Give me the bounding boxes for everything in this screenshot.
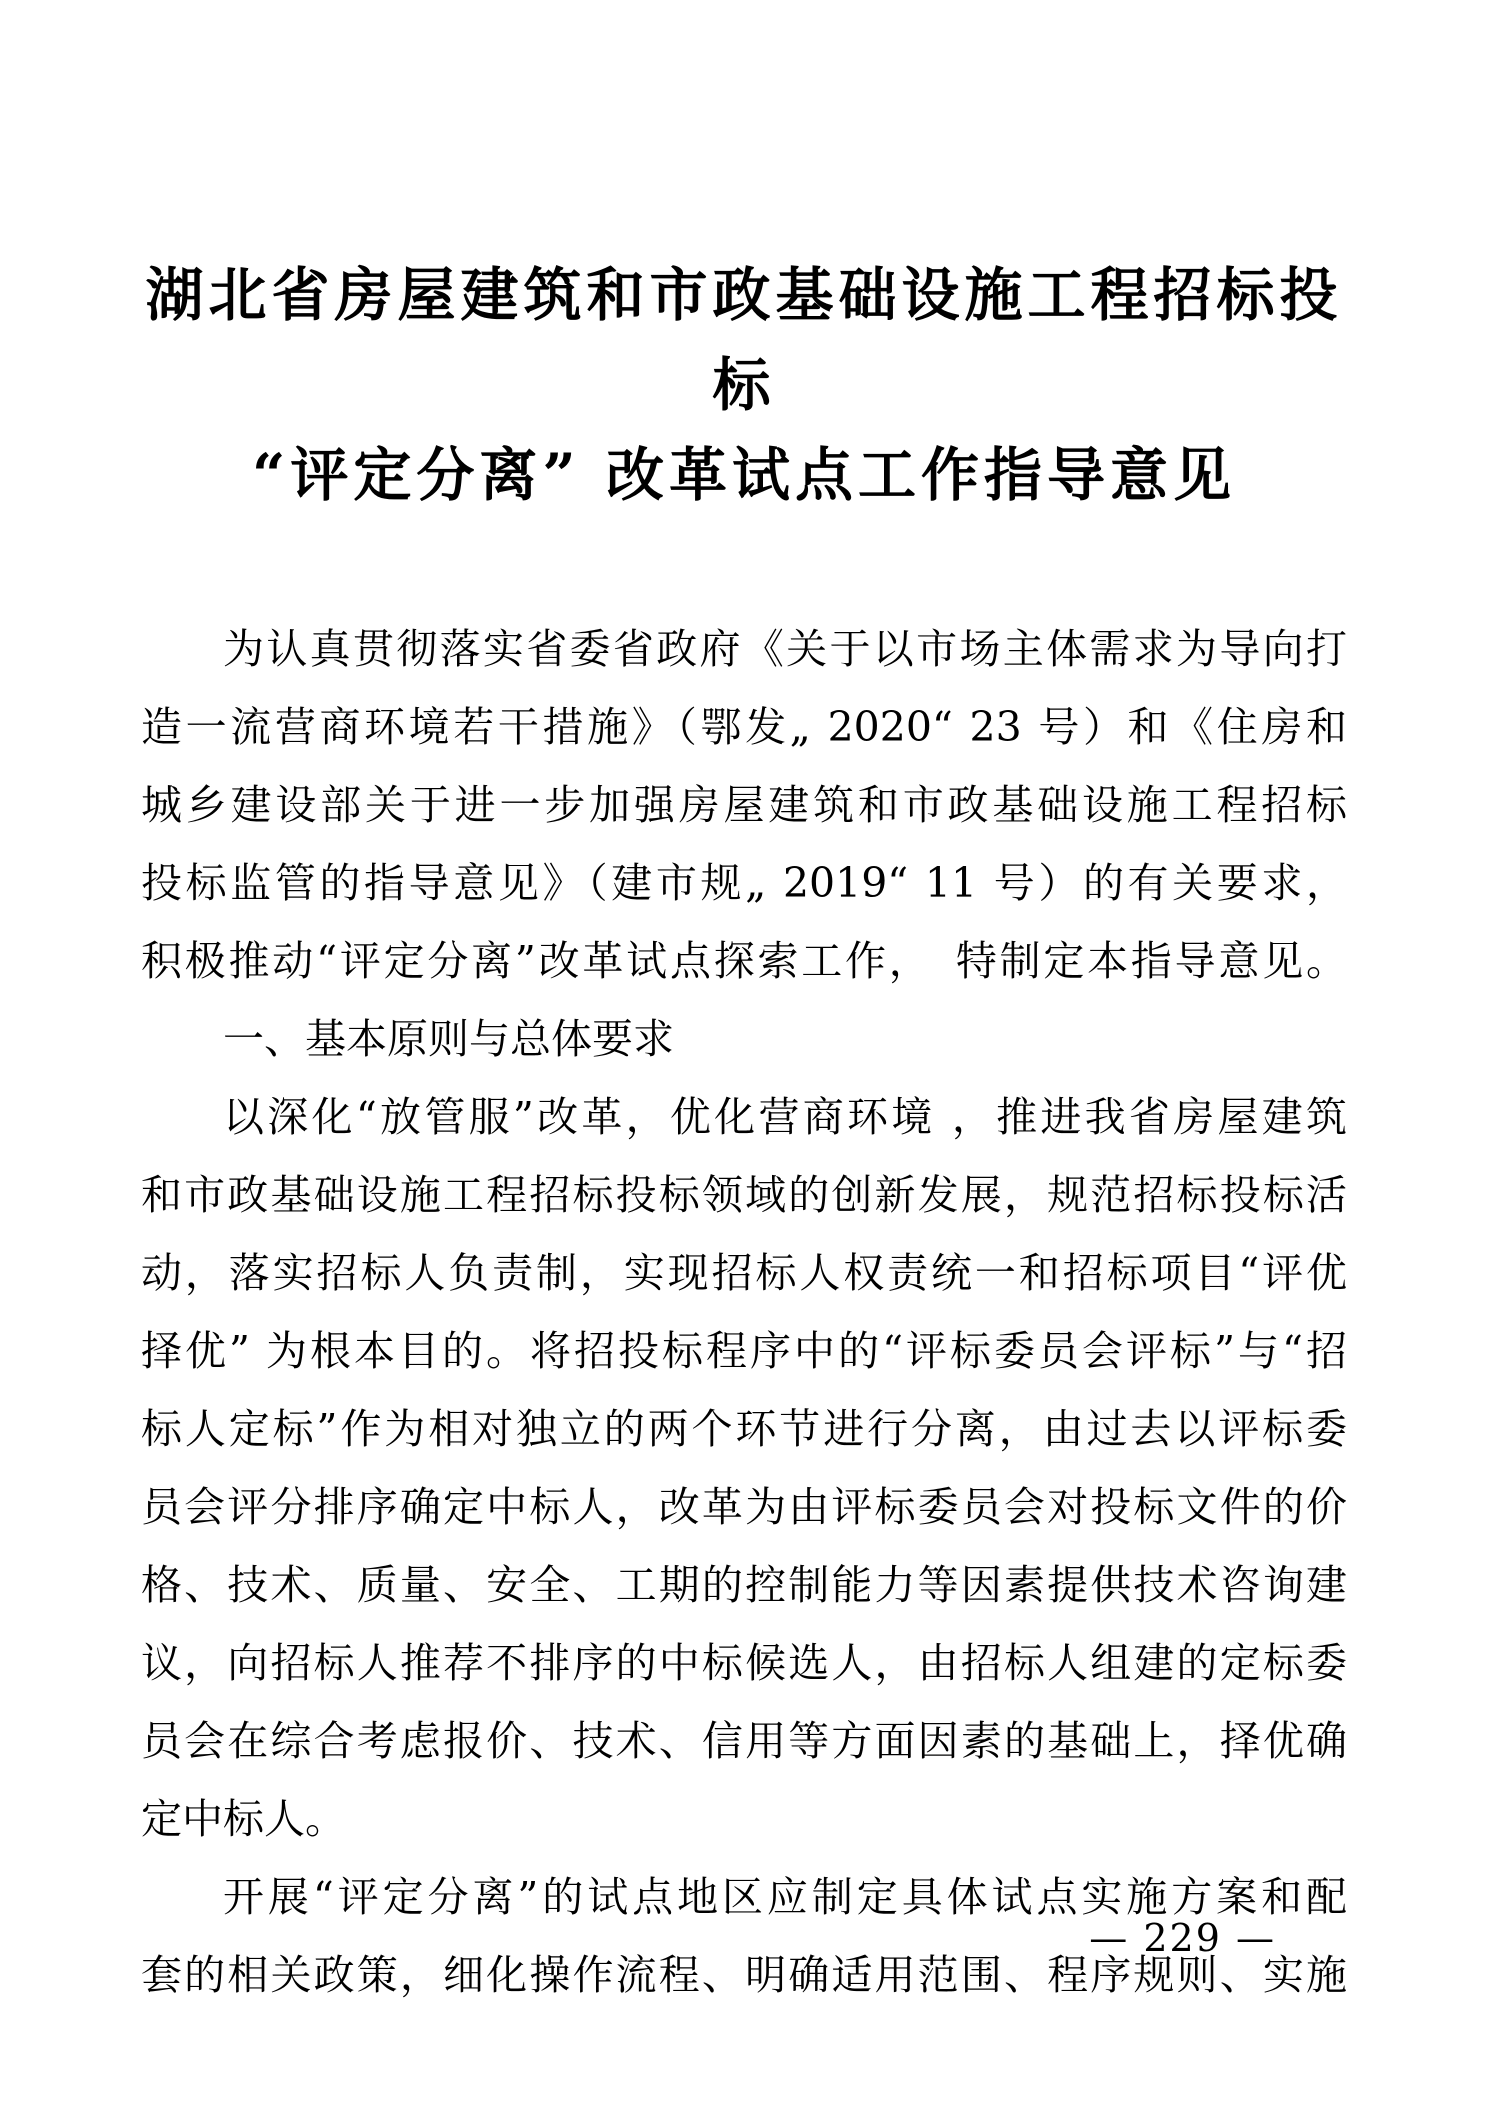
text-line: 积极推动“评定分离”改革试点探索工作， 特制定本指导意见。 <box>141 937 1347 985</box>
text-line: 开展“评定分离”的试点地区应制定具体试点实施方案和配 <box>223 1873 1347 1921</box>
page-number: — 229 — <box>1089 1916 1276 1960</box>
text-line: 城乡建设部关于进一步加强房屋建筑和市政基础设施工程招标 <box>141 781 1347 829</box>
text-line: 套的相关政策，细化操作流程、明确适用范围、程序规则、实施 <box>141 1951 1347 1999</box>
text-line: 择优” 为根本目的。将招投标程序中的“评标委员会评标”与“招 <box>141 1327 1347 1375</box>
section-heading: 一、基本原则与总体要求 <box>223 1015 674 1063</box>
text-line: 标人定标”作为相对独立的两个环节进行分离，由过去以评标委 <box>141 1405 1347 1453</box>
text-line: 和市政基础设施工程招标投标领域的创新发展，规范招标投标活 <box>141 1171 1347 1219</box>
text-line: 投标监管的指导意见》（建市规„ 2019“ 11 号）的有关要求， <box>141 859 1347 907</box>
title-line-2: “评定分离” 改革试点工作指导意见 <box>252 441 1236 509</box>
document-body <box>141 610 1347 2014</box>
text-line: 动，落实招标人负责制，实现招标人权责统一和招标项目“评优 <box>141 1249 1347 1297</box>
document-title <box>141 0 1347 520</box>
text-line: 格、技术、质量、安全、工期的控制能力等因素提供技术咨询建 <box>141 1561 1347 1609</box>
text-line: 为认真贯彻落实省委省政府《关于以市场主体需求为导向打 <box>223 625 1347 673</box>
text-line: 员会在综合考虑报价、技术、信用等方面因素的基础上，择优确 <box>141 1717 1347 1765</box>
page-content <box>141 0 1347 2014</box>
text-line: 定中标人。 <box>141 1795 346 1843</box>
title-line-1: 湖北省房屋建筑和市政基础设施工程招标投标 <box>145 261 1343 419</box>
text-line: 以深化“放管服”改革，优化营商环境 ，推进我省房屋建筑 <box>223 1093 1347 1141</box>
text-line: 造一流营商环境若干措施》（鄂发„ 2020“ 23 号）和《住房和 <box>141 703 1347 751</box>
text-line: 员会评分排序确定中标人，改革为由评标委员会对投标文件的价 <box>141 1483 1347 1531</box>
text-line: 议，向招标人推荐不排序的中标候选人，由招标人组建的定标委 <box>141 1639 1347 1687</box>
